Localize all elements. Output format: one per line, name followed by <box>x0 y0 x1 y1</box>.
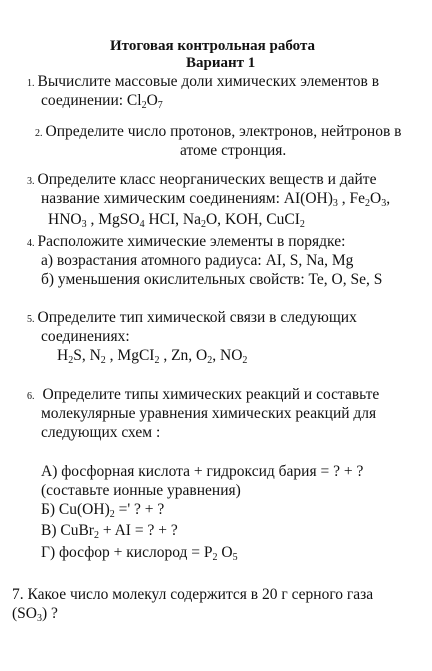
question-4-line-1 <box>27 233 345 253</box>
formula-cl2o7: $Cl_2O_7$ <box>126 92 163 111</box>
question-6-part-a-note: (составьте ионные уравнения) <box>41 482 241 499</box>
question-7-line-1: 7. Какое число молекул содержится в 20 г серного газа <box>12 586 374 603</box>
question-4-part-a: а) возрастания атомного радиуса: AI, S, Na, Mg <box>41 252 354 269</box>
question-3-text: Определите класс неорганических веществ и дайте <box>37 171 377 188</box>
question-2-number: 2. <box>35 128 43 139</box>
question-5-line-2: соединениях: <box>41 328 130 345</box>
question-5-line-1 <box>27 309 357 329</box>
question-3-line-2 <box>41 190 390 208</box>
question-1-text-2: соединении: <box>41 92 127 109</box>
question-5-number: 5. <box>27 314 35 325</box>
question-3-number: 3. <box>27 176 35 187</box>
question-4-text: Расположите химические элементы в порядке: <box>37 233 346 250</box>
question-1-text: Вычислите массовые доли химических элементов в <box>37 73 380 90</box>
question-6-text: Определите типы химических реакций и составьте <box>42 386 380 403</box>
question-6-line-3: следующих схем : <box>41 424 161 441</box>
question-1-line-1 <box>27 73 379 93</box>
question-6-line-2: молекулярные уравнения химических реакций для <box>41 405 377 422</box>
question-4-number: 4. <box>27 238 35 249</box>
question-7-line-2: $(SO_3)$ ? <box>12 605 58 624</box>
question-6-part-b: Б) $Cu(OH)_2$ =' ? + ? <box>41 501 165 520</box>
question-6-part-g: Г) фосфор + кислород = $P_2$ $O_5$ <box>41 544 238 563</box>
formula-list-1: $AI(OH)_3$ , $Fe_2O_3$, <box>283 190 391 209</box>
formula-list-2: $HNO_3$ , MgSO$_4$ HCI, $Na_2O$, KOH, CuCI$_2$ <box>48 211 305 230</box>
question-6-part-v: В) CuBr$_2$ + AI = ? + ? <box>41 522 178 541</box>
variant-label: Вариант 1 <box>186 55 256 71</box>
question-2-line-1 <box>35 123 401 143</box>
question-6-part-a: А) фосфорная кислота + гидроксид бария = ? + ? <box>41 463 364 480</box>
worksheet-title: Итоговая контрольная работа <box>110 38 316 54</box>
question-1-number: 1. <box>27 78 35 89</box>
question-6-line-1 <box>27 386 379 406</box>
question-2-text: Определите число протонов, электронов, нейтронов в <box>45 123 402 140</box>
question-4-part-b: б) уменьшения окислительных свойств: Te, O, Se, S <box>41 271 383 288</box>
question-3-line-3 <box>48 211 305 229</box>
question-5-text: Определите тип химической связи в следующих <box>37 309 357 326</box>
question-6-number: 6. <box>27 391 35 402</box>
question-5-formulas: $H_2S$, $N_2$ , MgCI$_2$ , Zn, $O_2$, $NO_2$ <box>57 347 248 366</box>
question-2-line-2: атоме стронция. <box>180 142 287 159</box>
question-3-line-1 <box>27 171 376 191</box>
question-3-text-2: название химическим соединениям: <box>41 190 284 207</box>
question-1-line-2 <box>41 92 163 110</box>
